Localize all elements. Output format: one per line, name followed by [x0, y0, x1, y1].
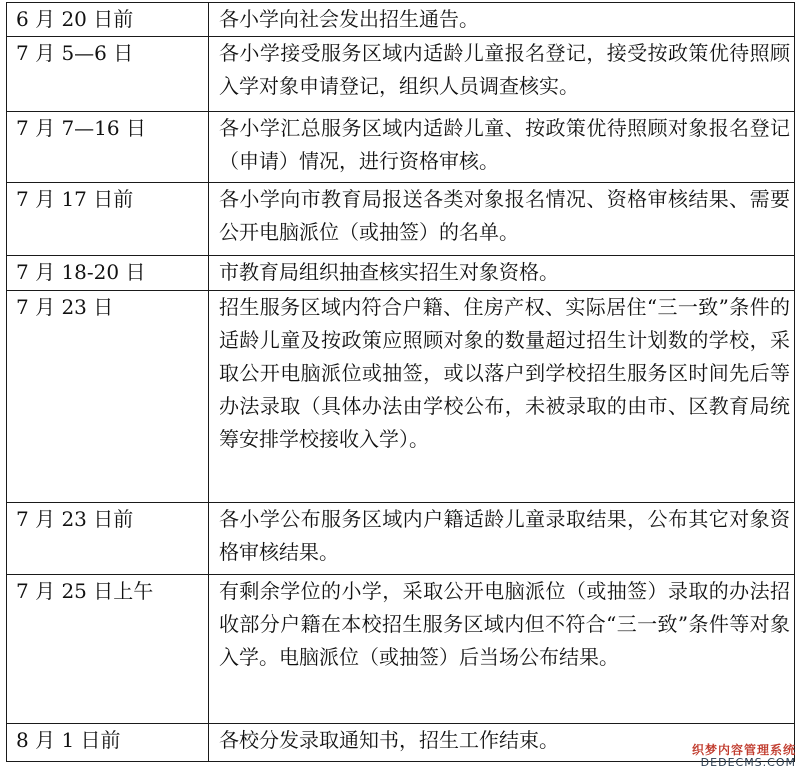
description-cell: 招生服务区域内符合户籍、住房产权、实际居住“三一致”条件的适龄儿童及按政策应照顾对象的数量超过招生计划数的学校，采取公开电脑派位或抽签，或以落户到学校招生服务区时间先后等办法录取（具体办法由学校公布，未被录取的由市、区教育局统筹安排学校接收入学）。 — [209, 291, 795, 503]
table-row — [7, 724, 795, 762]
table-row — [7, 183, 795, 256]
date-cell: 7 月 23 日 — [7, 291, 209, 503]
date-cell: 7 月 18-20 日 — [7, 256, 209, 291]
date-cell: 8 月 1 日前 — [7, 724, 209, 762]
description-cell: 各小学公布服务区域内户籍适龄儿童录取结果，公布其它对象资格审核结果。 — [209, 503, 795, 575]
description-cell: 各小学向市教育局报送各类对象报名情况、资格审核结果、需要公开电脑派位（或抽签）的名单。 — [209, 183, 795, 256]
date-cell: 7 月 7—16 日 — [7, 112, 209, 183]
description-cell: 各小学汇总服务区域内适龄儿童、按政策优待照顾对象报名登记（申请）情况，进行资格审核。 — [209, 112, 795, 183]
table-row — [7, 503, 795, 575]
date-cell: 7 月 23 日前 — [7, 503, 209, 575]
table-row — [7, 575, 795, 724]
description-cell: 市教育局组织抽查核实招生对象资格。 — [209, 256, 795, 291]
description-cell: 有剩余学位的小学，采取公开电脑派位（或抽签）录取的办法招收部分户籍在本校招生服务区域内但不符合“三一致”条件等对象入学。电脑派位（或抽签）后当场公布结果。 — [209, 575, 795, 724]
description-cell: 各小学向社会发出招生通告。 — [209, 3, 795, 37]
date-cell: 7 月 17 日前 — [7, 183, 209, 256]
table-row — [7, 112, 795, 183]
watermark — [692, 743, 796, 769]
table-row — [7, 256, 795, 291]
table-row — [7, 37, 795, 112]
enrollment-schedule-table — [6, 2, 795, 762]
date-cell: 6 月 20 日前 — [7, 3, 209, 37]
watermark-en: DEDECMS.COM — [700, 756, 796, 769]
description-cell: 各小学接受服务区域内适龄儿童报名登记，接受按政策优待照顾入学对象申请登记，组织人员调查核实。 — [209, 37, 795, 112]
date-cell: 7 月 5—6 日 — [7, 37, 209, 112]
description-cell: 各校分发录取通知书，招生工作结束。 — [209, 724, 795, 762]
table-row — [7, 291, 795, 503]
date-cell: 7 月 25 日上午 — [7, 575, 209, 724]
table-row — [7, 3, 795, 37]
watermark-cn: 织梦内容管理系统 — [691, 743, 796, 757]
